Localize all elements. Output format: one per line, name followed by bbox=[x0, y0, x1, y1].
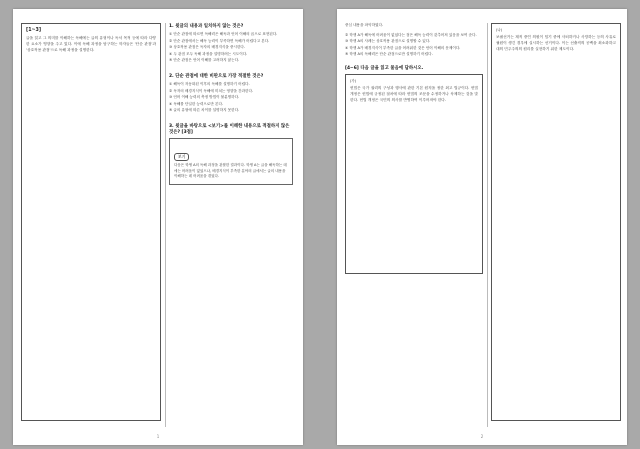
page-number: 1 bbox=[156, 434, 160, 439]
question-1: 1. 윗글의 내용과 일치하지 않는 것은? bbox=[169, 24, 244, 29]
passage-box-b bbox=[491, 23, 621, 421]
question-1-options bbox=[169, 32, 295, 64]
option[interactable]: ③ 학생 A의 사례는 상호작용 관점으로 설명할 수 있다. bbox=[345, 39, 431, 44]
section-tag: [1~3] bbox=[26, 28, 42, 33]
passage-box-a bbox=[345, 74, 483, 274]
option[interactable]: ④ 학생 A가 배경지식이 부족한 글을 어려워한 것은 언어 이해의 문제이다. bbox=[345, 45, 461, 50]
option[interactable]: ② 독자의 배경지식이 독해에 미치는 영향을 간과한다. bbox=[169, 88, 254, 93]
question-2-options bbox=[169, 82, 295, 114]
column-divider bbox=[165, 23, 166, 427]
option[interactable]: ② 단순 관점에서는 해독 능력이 부족하면 독해가 어렵다고 본다. bbox=[169, 38, 270, 43]
passage-label: (가) bbox=[350, 78, 357, 83]
passage-b-text: 보궐선거는 재직 중인 의원이 임기 중에 사퇴하거나 사망하는 등의 사유로 궐원이 생긴 경우에 실시하는 선거이다. 이는 선출직의 공백을 최소화하고 대의 민주주의의 원리를 실현하기 위한 제도이다. bbox=[496, 34, 616, 51]
bogi-text: 다음은 학생 A의 독해 과정을 관찰한 결과이다. 학생 A는 글을 해독하는 데에는 어려움이 없었으나, 배경지식이 부족한 분야의 글에서는 글의 내용을 이해하는 데 어려움을 겪었다. bbox=[174, 162, 287, 179]
section-tag: [4~6] 다음 글을 읽고 물음에 답하시오. bbox=[345, 65, 424, 71]
questions-column bbox=[169, 23, 295, 185]
page-right bbox=[337, 9, 627, 445]
passage-box bbox=[21, 23, 161, 421]
option[interactable]: ⑤ 학생 A의 독해력은 단순 관점으로만 설명하기 어렵다. bbox=[345, 52, 433, 57]
passage-a-text: 헌법은 국가 권력의 구성과 행사에 관한 기본 원칙을 정한 최고 법규이다. 헌법 개정은 헌법에 규정된 절차에 따라 헌법의 조문을 수정하거나 삭제하는 것을 말한다. 헌법 개정은 국민의 의사를 반영하여 이루어져야 한다. bbox=[350, 85, 478, 102]
option[interactable]: ① 단순 관점에 따르면 독해력은 해독과 언어 이해의 곱으로 표현된다. bbox=[169, 32, 278, 36]
continued-text: 중심 내용을 파악하였다. bbox=[345, 23, 384, 27]
bogi-box bbox=[169, 138, 293, 185]
column-divider bbox=[487, 23, 488, 427]
option[interactable]: ④ 두 관점 모두 독해 과정을 설명하려는 시도이다. bbox=[169, 51, 248, 56]
option[interactable]: ③ 언어 이해 능력의 측정 방법이 불분명하다. bbox=[169, 95, 240, 100]
passage-label: (나) bbox=[496, 28, 503, 32]
question-3: 3. 윗글을 바탕으로 <보기>를 이해한 내용으로 적절하지 않은 것은? [3점] bbox=[169, 123, 290, 135]
option[interactable]: ① 해독이 자동화된 이후의 독해를 설명하기 어렵다. bbox=[169, 81, 250, 86]
bogi-label: 보기 bbox=[174, 153, 189, 161]
question-2: 2. 단순 관점에 대한 비판으로 가장 적절한 것은? bbox=[169, 73, 264, 79]
option[interactable]: ⑤ 글의 유형에 따른 차이를 설명하지 못한다. bbox=[169, 108, 240, 113]
option[interactable]: ④ 독해를 단일한 능력으로만 본다. bbox=[169, 101, 224, 106]
option[interactable]: ② 학생 A가 해독에 어려움이 없었다는 점은 해독 능력이 갖추어져 있음을 보여 준다. bbox=[345, 32, 477, 37]
passage-text: 글을 읽고 그 의미를 이해하는 독해에는 글의 유형이나 독서 목적 등에 따라 다양한 요소가 영향을 주고 있다. 이에 독해 과정을 탐구하는 학자들은 '단순 관점'과 '상호작용 관점'으로 독해 과정을 설명한다. bbox=[26, 36, 156, 53]
page-left bbox=[13, 9, 303, 445]
option[interactable]: ⑤ 단순 관점은 언어 이해를 고려하지 않는다. bbox=[169, 58, 240, 63]
option[interactable]: ③ 상호작용 관점은 독자의 배경지식을 중시한다. bbox=[169, 45, 246, 50]
page-number: 2 bbox=[480, 434, 484, 439]
left-column bbox=[345, 23, 483, 274]
